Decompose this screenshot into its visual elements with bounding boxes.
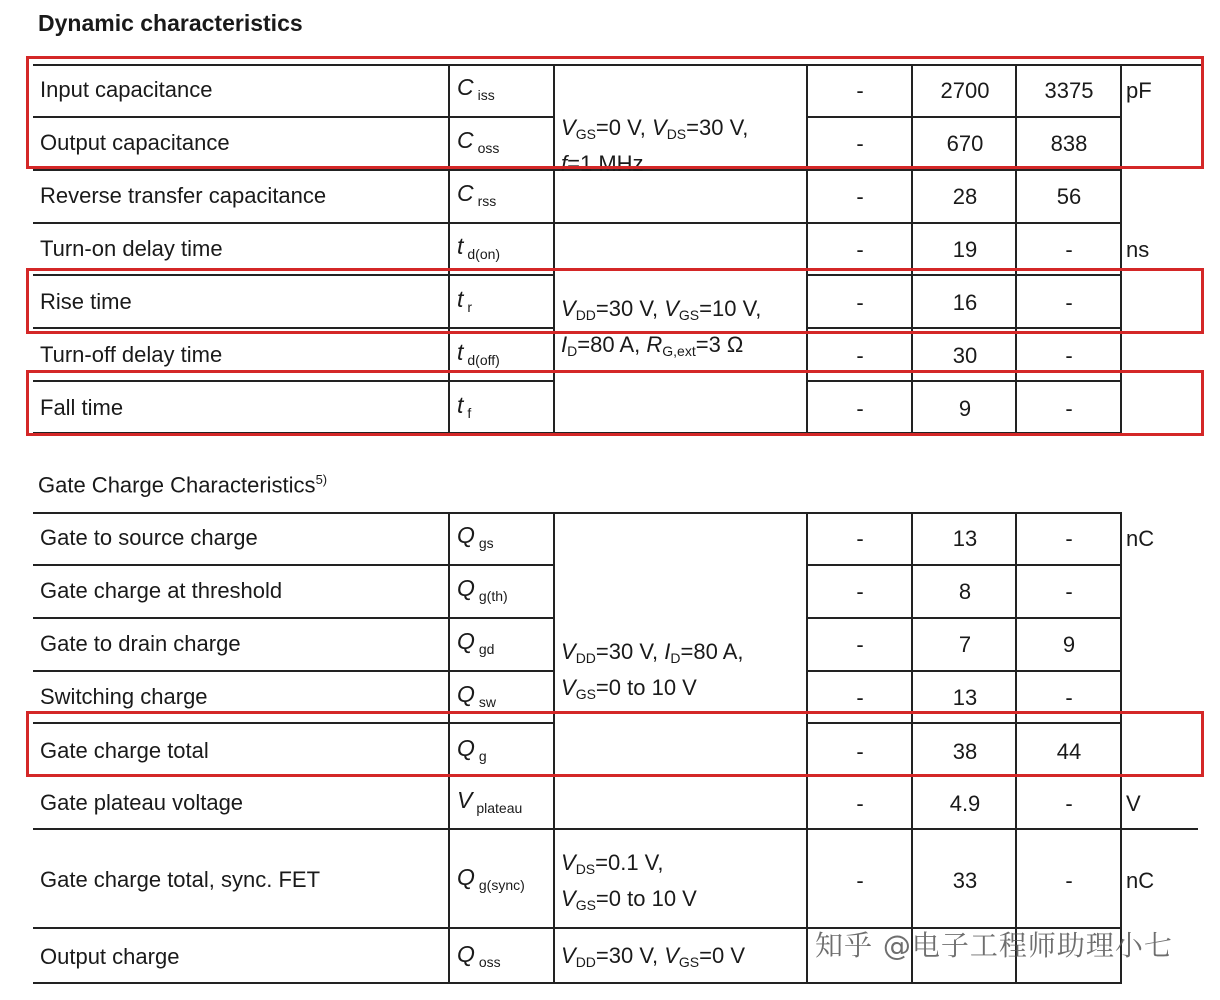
- typ-value: 16: [952, 290, 978, 315]
- table-rule: [33, 222, 1120, 224]
- min-value: -: [856, 343, 864, 368]
- min-value: -: [856, 526, 864, 551]
- min-value: -: [856, 868, 864, 893]
- param-name: Gate to source charge: [40, 525, 258, 550]
- max-value: -: [1065, 868, 1073, 893]
- param-name: Gate charge at threshold: [40, 578, 283, 603]
- max-value: -: [1065, 396, 1073, 421]
- table-rule: [33, 564, 553, 566]
- min-value: -: [856, 184, 864, 209]
- section-title-dynamic: Dynamic characteristics: [38, 10, 303, 36]
- max-value: -: [1065, 791, 1073, 816]
- param-name: Turn-on delay time: [40, 236, 223, 261]
- typ-value: 2700: [940, 78, 990, 103]
- symbol: C $_{rss}$: [457, 180, 497, 209]
- max-value: -: [1065, 579, 1073, 604]
- typ-value: 7: [958, 632, 972, 657]
- table-rule: [33, 828, 1198, 830]
- param-name: Switching charge: [40, 684, 208, 709]
- max-value: 56: [1056, 184, 1082, 209]
- watermark: 知乎 @电子工程师助理小七: [815, 929, 1173, 962]
- max-value: 9: [1062, 632, 1076, 657]
- typ-value: 9: [958, 396, 972, 421]
- min-value: -: [856, 791, 864, 816]
- param-name: Input capacitance: [40, 77, 213, 102]
- symbol: C $_{oss}$: [457, 127, 500, 156]
- symbol: Q $_{oss}$: [457, 941, 501, 970]
- table-rule: [808, 617, 1120, 619]
- typ-value: 13: [952, 526, 978, 551]
- max-value: -: [1065, 526, 1073, 551]
- unit: ns: [1126, 237, 1150, 262]
- param-name: Reverse transfer capacitance: [40, 183, 327, 208]
- unit: nC: [1126, 526, 1155, 551]
- highlight-box-capacitance: [26, 56, 1204, 169]
- table-rule: [33, 982, 1120, 984]
- max-value: 44: [1056, 739, 1082, 764]
- table-rule: [808, 564, 1120, 566]
- max-value: -: [1065, 343, 1073, 368]
- table-rule: [33, 512, 1120, 514]
- typ-value: 670: [946, 131, 984, 156]
- typ-value: 4.9: [949, 791, 981, 816]
- highlight-box-gate-charge-total: [26, 711, 1204, 777]
- max-value: -: [1065, 237, 1073, 262]
- highlight-box-rise-time: [26, 268, 1204, 334]
- typ-value: 33: [952, 868, 978, 893]
- symbol: t $_f$: [457, 392, 472, 421]
- typ-value: 8: [958, 579, 972, 604]
- typ-value: 30: [952, 343, 978, 368]
- section-title-gate-charge: Gate Charge Characteristics$^{5)}$: [38, 472, 328, 498]
- min-value: -: [856, 739, 864, 764]
- symbol: Q $_{g(sync)}$: [457, 864, 525, 893]
- table-rule: [33, 670, 553, 672]
- unit: nC: [1126, 868, 1155, 893]
- symbol: Q $_g$: [457, 735, 487, 764]
- min-value: -: [856, 131, 864, 156]
- test-condition-capacitance: $V_{GS}=0$ V, $V_{DS}=30$ V, f=1 MHz: [561, 115, 749, 176]
- param-name: Fall time: [40, 395, 124, 420]
- unit: V: [1126, 791, 1141, 816]
- max-value: -: [1065, 685, 1073, 710]
- typ-value: 38: [952, 739, 978, 764]
- param-name: Gate to drain charge: [40, 631, 241, 656]
- test-condition-switching: $V_{DD}=30$ V, $V_{GS}=10$ V, $I_D=80$ A, $R_{G,ext}=3$ Ω: [561, 296, 762, 359]
- symbol: Q $_{sw}$: [457, 681, 497, 710]
- max-value: -: [1065, 290, 1073, 315]
- max-value: 3375: [1044, 78, 1094, 103]
- min-value: -: [856, 290, 864, 315]
- max-value: 838: [1050, 131, 1088, 156]
- param-name: Output capacitance: [40, 130, 230, 155]
- typ-value: 19: [952, 237, 978, 262]
- typ-value: 13: [952, 685, 978, 710]
- param-name: Gate plateau voltage: [40, 790, 244, 815]
- min-value: -: [856, 579, 864, 604]
- param-name: Turn-off delay time: [40, 342, 223, 367]
- test-condition-sync-fet: $V_{DS}=0.1$ V, $V_{GS}=0$ to 10 V: [561, 850, 697, 913]
- symbol: t $_{d(off)}$: [457, 339, 500, 368]
- symbol: Q $_{g(th)}$: [457, 575, 508, 604]
- table-rule: [808, 670, 1120, 672]
- min-value: -: [856, 685, 864, 710]
- param-name: Gate charge total, sync. FET: [40, 867, 321, 892]
- param-name: Gate charge total: [40, 738, 209, 763]
- min-value: -: [856, 78, 864, 103]
- symbol: Q $_{gs}$: [457, 522, 494, 551]
- symbol: Q $_{gd}$: [457, 628, 495, 657]
- min-value: -: [856, 396, 864, 421]
- param-name: Output charge: [40, 944, 180, 969]
- param-name: Rise time: [40, 289, 132, 314]
- typ-value: 28: [952, 184, 978, 209]
- symbol: C $_{iss}$: [457, 74, 495, 103]
- unit: pF: [1126, 78, 1152, 103]
- min-value: -: [856, 237, 864, 262]
- highlight-box-fall-time: [26, 370, 1204, 436]
- table-rule: [33, 617, 553, 619]
- min-value: -: [856, 632, 864, 657]
- symbol: V $_{plateau}$: [457, 787, 523, 816]
- test-condition-gate-charge: $V_{DD}=30$ V, $I_D=80$ A, $V_{GS}=0$ to 10 V: [561, 639, 744, 702]
- symbol: t $_{d(on)}$: [457, 233, 501, 262]
- symbol: t $_r$: [457, 286, 473, 315]
- test-condition-output-charge: $V_{DD}=30$ V, $V_{GS}=0$ V: [561, 943, 746, 970]
